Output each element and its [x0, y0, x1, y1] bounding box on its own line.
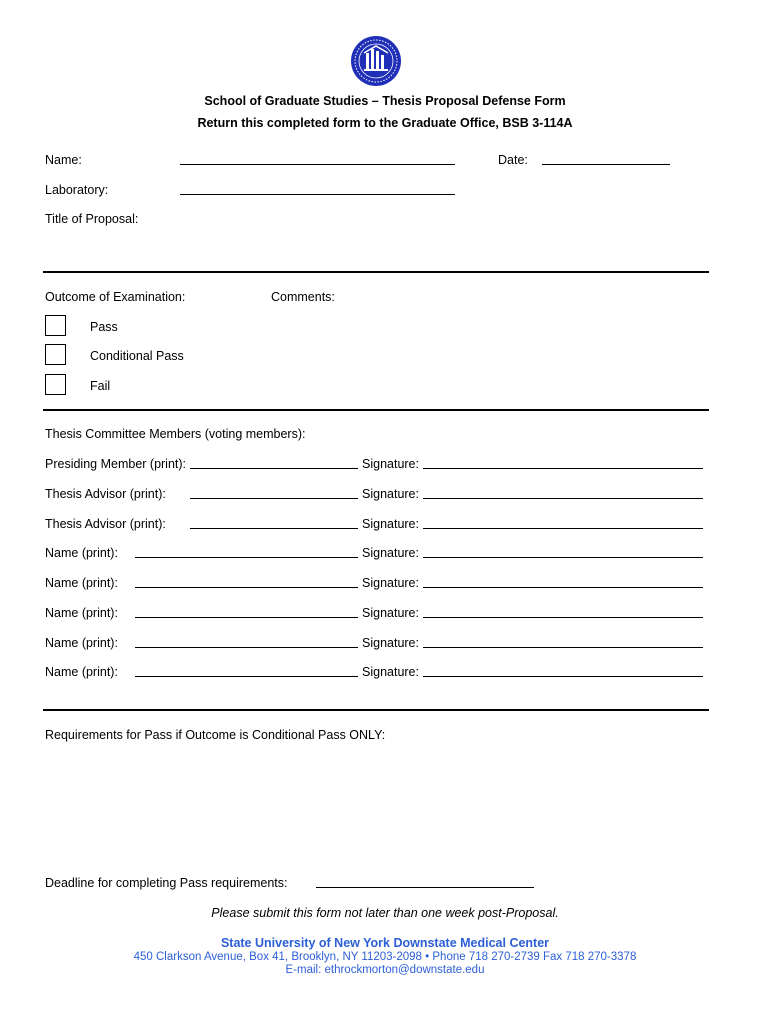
laboratory-label: Laboratory: [45, 183, 109, 197]
signature-label: Signature: [362, 576, 419, 590]
requirements-label: Requirements for Pass if Outcome is Conditional Pass ONLY: [45, 728, 386, 742]
member-name-field[interactable] [135, 617, 358, 618]
conditional-pass-option-label: Conditional Pass [90, 349, 184, 363]
member-name-label: Name (print): [45, 665, 118, 679]
thesis-advisor-label: Thesis Advisor (print): [45, 517, 166, 531]
signature-label: Signature: [362, 606, 419, 620]
section-divider-2 [43, 409, 709, 411]
presiding-member-signature-field[interactable] [423, 468, 703, 469]
footer-organization: State University of New York Downstate Medical Center [220, 936, 550, 950]
requirements-field[interactable] [45, 748, 705, 866]
name-field[interactable] [180, 164, 455, 165]
comments-field[interactable] [271, 310, 706, 400]
signature-label: Signature: [362, 636, 419, 650]
member-signature-field[interactable] [423, 676, 703, 677]
member-name-field[interactable] [135, 647, 358, 648]
form-subtitle: Return this completed form to the Graduate Office, BSB 3-114A [197, 116, 573, 130]
form-title: School of Graduate Studies – Thesis Proposal Defense Form [204, 94, 566, 108]
committee-heading: Thesis Committee Members (voting members): [45, 427, 306, 441]
pass-option-label: Pass [90, 320, 118, 334]
deadline-field[interactable] [316, 887, 534, 888]
university-seal-logo [350, 35, 402, 87]
thesis-advisor-name-field[interactable] [190, 498, 358, 499]
section-divider-3 [43, 709, 709, 711]
signature-label: Signature: [362, 487, 419, 501]
proposal-title-label: Title of Proposal: [45, 212, 139, 226]
thesis-advisor-signature-field[interactable] [423, 528, 703, 529]
member-name-label: Name (print): [45, 606, 118, 620]
member-name-label: Name (print): [45, 576, 118, 590]
conditional-pass-checkbox[interactable] [45, 344, 66, 365]
member-name-field[interactable] [135, 676, 358, 677]
submission-note: Please submit this form not later than one week post-Proposal. [211, 906, 559, 920]
date-label: Date: [498, 153, 528, 167]
deadline-label: Deadline for completing Pass requirements: [45, 876, 288, 890]
fail-option-label: Fail [90, 379, 111, 393]
pass-checkbox[interactable] [45, 315, 66, 336]
thesis-advisor-name-field[interactable] [190, 528, 358, 529]
member-name-field[interactable] [135, 587, 358, 588]
member-name-label: Name (print): [45, 636, 118, 650]
presiding-member-label: Presiding Member (print): [45, 457, 187, 471]
member-name-field[interactable] [135, 557, 358, 558]
member-signature-field[interactable] [423, 617, 703, 618]
section-divider-1 [43, 271, 709, 273]
signature-label: Signature: [362, 517, 419, 531]
thesis-advisor-signature-field[interactable] [423, 498, 703, 499]
footer-email[interactable]: E-mail: ethrockmorton@downstate.edu [285, 964, 485, 976]
member-signature-field[interactable] [423, 587, 703, 588]
footer-address: 450 Clarkson Avenue, Box 41, Brooklyn, NY 11203-2098 • Phone 718 270-2739 Fax 718 270-3378 [133, 951, 637, 963]
presiding-member-name-field[interactable] [190, 468, 358, 469]
thesis-advisor-label: Thesis Advisor (print): [45, 487, 166, 501]
name-label: Name: [45, 153, 82, 167]
member-signature-field[interactable] [423, 647, 703, 648]
laboratory-field[interactable] [180, 194, 455, 195]
signature-label: Signature: [362, 457, 419, 471]
signature-label: Signature: [362, 665, 419, 679]
date-field[interactable] [542, 164, 670, 165]
proposal-title-field[interactable] [45, 230, 705, 268]
signature-label: Signature: [362, 546, 419, 560]
outcome-label: Outcome of Examination: [45, 290, 186, 304]
member-signature-field[interactable] [423, 557, 703, 558]
fail-checkbox[interactable] [45, 374, 66, 395]
member-name-label: Name (print): [45, 546, 118, 560]
comments-label: Comments: [271, 290, 335, 304]
